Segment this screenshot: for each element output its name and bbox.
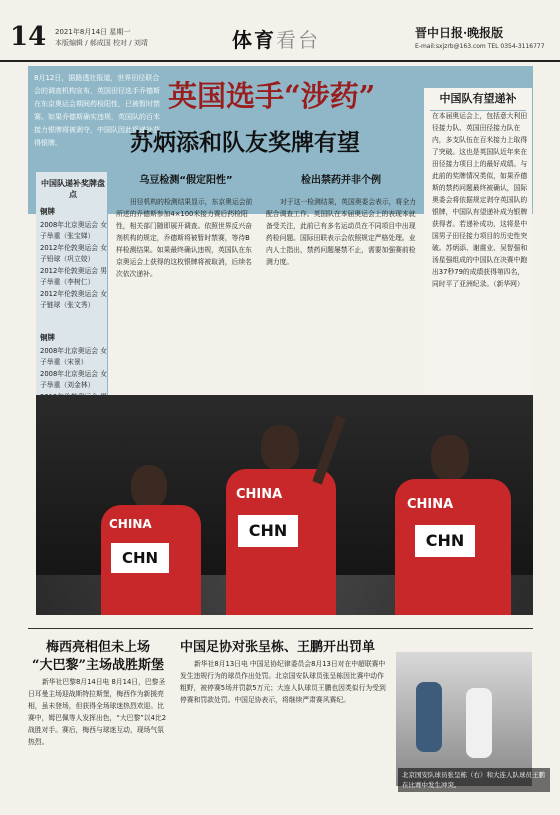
sidebar-body: 在本届奥运会上，包括意大利田径接力队、英国田径接力队在内，多支队伍在百米接力上取得了突破。这也是英国队近年来在田径接力项目上的最好成绩。与此前的奖牌情况类似，如果乔德斯的禁药问题最终被确认，国际奥委会将依据规定剥夺英国队的银牌，中国队有望递补成为银牌获得者。若递补成功，这将是中国男子田径接力项目的历史性突破。苏炳添、谢震业、吴智强和汤星强组成的中国队在决赛中跑出37秒79的成绩获得第四名，同时平了亚洲纪录。（新华网）: [432, 112, 528, 288]
page-number: 14: [10, 22, 47, 52]
section-main: 体育: [232, 28, 276, 52]
photo-caption: 北京国安队球员张呈栋（右）和大连人队球员王鹏在比赛中发生冲突。: [398, 768, 550, 792]
medal-item: 2008年北京奥运会 女子举重（刘金林）: [40, 369, 108, 389]
bib-text: CHN: [238, 515, 298, 547]
runner-jersey: [101, 505, 201, 615]
runner-1: [91, 465, 211, 615]
section-sub: 看台: [276, 28, 320, 52]
main-headline: 英国选手“涉药”: [168, 79, 376, 113]
jersey-text: CHINA: [236, 487, 283, 502]
medal-box-title: 中国队递补奖牌盘点: [41, 179, 105, 199]
runner-jersey: [395, 479, 511, 615]
medal-item: 2008年北京奥运会 女子举重（张宝娣）: [40, 220, 108, 240]
jersey-text: CHINA: [407, 497, 454, 512]
lower-left-title1: 梅西亮相但未上场: [45, 640, 150, 655]
runner-head: [131, 465, 167, 509]
runner-3: [381, 435, 521, 615]
medal-item: 2012年伦敦奥运会 女子链球（张文秀）: [40, 289, 108, 309]
column1-body: 田径机构的检测结果显示，东京奥运会前所述的乔德斯参加4×100米接力赛后药检阳性，相关部门随即展开调查。依照世界反兴奋剂机构的规定，乔德斯将被暂时禁赛，等待B样检测结果。如果最终确认违规，英国队在东京奥运会上获得的这枚银牌将被取消，后续名次依次递补。: [116, 198, 253, 278]
lower-left-title2: “大巴黎”主场战胜斯堡: [32, 658, 164, 673]
bib-text: CHN: [111, 543, 169, 573]
medal-item: 2012年伦敦奥运会 女子铅球（巩立姣）: [40, 243, 108, 263]
medal-section-1: [40, 206, 108, 312]
player-figure: [416, 682, 442, 752]
runner-2: [216, 425, 346, 615]
lower-left-body: 新华社巴黎8月14日电 8月14日，巴黎圣日耳曼主场迎战斯特拉斯堡，梅西作为新援亮相，虽未登场，但获得全场球迷热烈欢迎。比赛中，姆巴佩等人发挥出色，“大巴黎”以4比2战胜对手。赛后，梅西与球迷互动，现场气氛热烈。: [28, 678, 167, 746]
medal-item: 2012年伦敦奥运会 男子举重（李树仁）: [40, 266, 108, 286]
section-title: [232, 24, 320, 53]
main-photo: [36, 395, 533, 615]
sidebar-title: 中国队有望递补: [430, 90, 526, 111]
medal-label: 铜牌: [40, 207, 55, 216]
runner-head: [431, 435, 469, 481]
medal-item: 2008年北京奥运会 女子举重（宋景）: [40, 346, 108, 366]
page-date: 2021年8月14日 星期一: [55, 28, 131, 36]
column2-body: 对于这一检测结果，英国奥委会表示，将全力配合调查工作。英国队在本届奥运会上的表现本就备受关注，此前已有多名运动员在不同项目中出现药检问题。国际田联表示会依照规定严格处理。业内人士指出，禁药问题屡禁不止，需要加强赛前检测力度。: [266, 198, 416, 266]
column1-title: 乌豆检测“假定阳性”: [114, 172, 258, 190]
player-figure: [466, 688, 492, 758]
football-photo: [396, 652, 532, 786]
newspaper-brand: 晋中日报·晚报版: [415, 26, 504, 40]
section-divider: [28, 628, 533, 629]
contact-info: E-mail:sxjzrb@163.com TEL 0354-3116777: [415, 43, 545, 50]
column2-title: 检出禁药并非个例: [264, 172, 418, 190]
bib-text: CHN: [415, 525, 475, 557]
page-staff: 本版编辑 / 郝成国 校对 / 刘靖: [55, 39, 148, 47]
intro-text: 8月12日，据路透社报道，世界田径联合会的调查机构宣布，英国田径选手乔德斯在东京奥运会期间药检阳性，已被暂时禁赛。如果乔德斯确实违规，英国队的百米接力银牌将被剥夺，中国队因此将递补获得银牌。: [34, 74, 160, 147]
lower-right-title: 中国足协对张呈栋、王鹏开出罚单: [180, 640, 376, 655]
runner-head: [261, 425, 299, 471]
medal-label: 铜牌: [40, 333, 55, 342]
lower-right-body: 新华社8月13日电 中国足协纪律委员会8月13日对在中超联赛中发生违规行为的球员作出处罚。北京国安队球员张呈栋因比赛中动作粗野，被停赛5场并罚款5万元；大连人队球员王鹏也因类似行为受到停赛和罚款处罚。中国足协表示，将继续严肃赛风赛纪。: [180, 660, 386, 704]
runner-jersey: [226, 469, 336, 615]
jersey-text: CHINA: [109, 517, 152, 531]
sub-headline: 苏炳添和队友奖牌有望: [130, 129, 360, 156]
